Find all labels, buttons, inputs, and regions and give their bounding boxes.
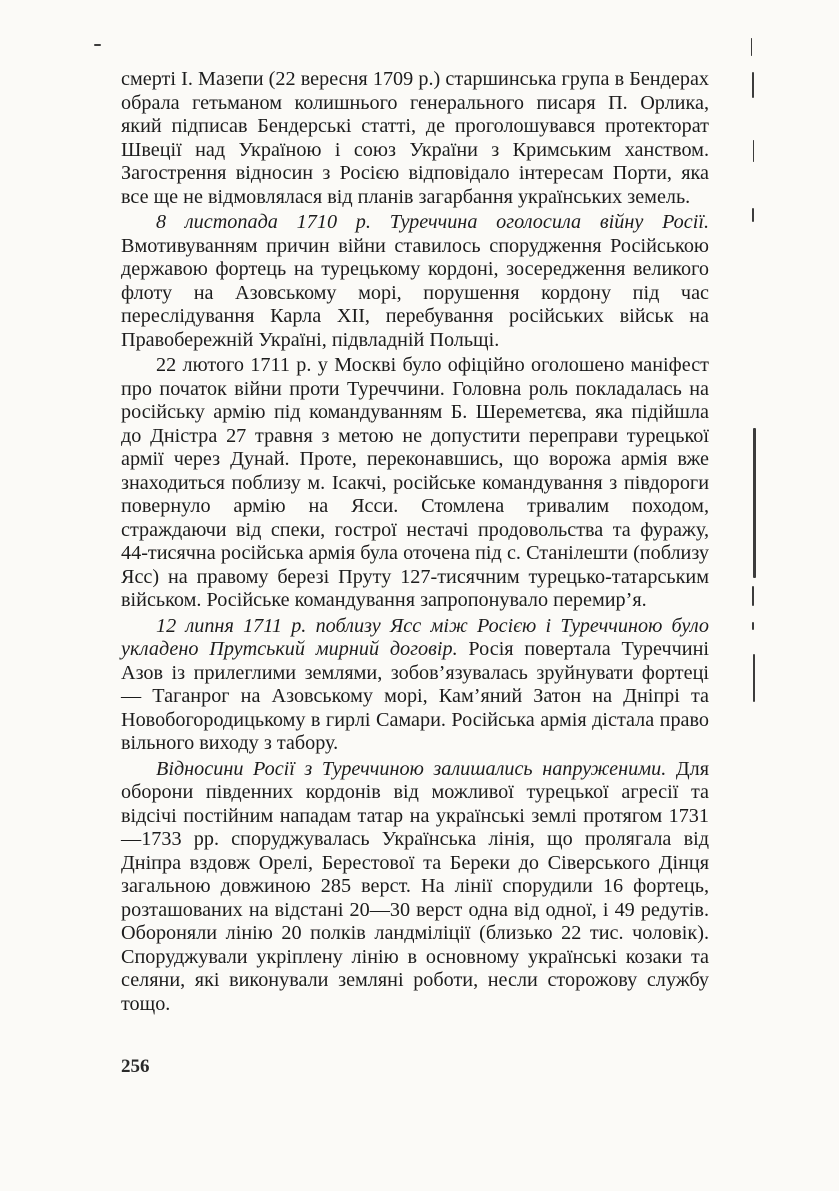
page-number: 256 xyxy=(121,1056,150,1077)
text-column xyxy=(121,68,709,1018)
paragraph-1-text: смерті І. Мазепи (22 вересня 1709 р.) старшинська група в Бендерах обрала гетьманом колишнього генерального писаря П. Орлика, який підписав Бендерські статті, де проголошувався протекторат Швеції над Україною і союз України з Кримським ханством. Загострення відносин з Росією відповідало інтересам Порти, яка все ще не відмовлялася від планів загарбання українських земель. xyxy=(121,68,709,208)
paragraph-2-lead: 8 листопада 1710 р. Туреччина оголосила війну Росії. xyxy=(156,211,709,233)
scan-speck xyxy=(753,654,755,702)
scan-speck xyxy=(751,38,752,56)
scan-speck xyxy=(752,586,754,606)
scan-speck xyxy=(752,208,754,222)
paragraph-5 xyxy=(121,758,709,1017)
paragraph-3-text: 22 лютого 1711 р. у Москві було офіційно оголошено маніфест про початок війни проти Туреччини. Головна роль покладалась на російську армію під командуванням Б. Шереметєва, яка підійшла до Дністра 27 травня з метою не допустити переправи турецької армії через Дунай. Проте, переконавшись, що ворожа армія вже знаходиться поблизу м. Ісакчі, російське командування з півдороги повернуло армію на Ясси. Стомлена тривалим походом, страждаючи від спеки, гострої нестачі продовольства та фуражу, 44-тисячна російська армія була оточена під с. Станілешти (поблизу Ясс) на правому березі Пруту 127-тисячним турецько-татарським військом. Російське командування запропонувало перемир’я. xyxy=(121,354,709,611)
paragraph-4 xyxy=(121,615,709,756)
scan-speck xyxy=(753,140,754,162)
scan-speck xyxy=(752,72,754,98)
paragraph-5-lead: Відносини Росії з Туреччиною залишались напруженими. xyxy=(156,757,667,780)
paragraph-5-text: Для оборони південних кордонів від можливої турецької агресії та відсічі постійним нападам татар на українські землі протягом 1731—1733 рр. споруджувалась Українська лінія, що пролягала від Дніпра вздовж Орелі, Берестової та Береки до Сіверського Дінця загальною довжиною 285 верст. На лінії спорудили 16 фортець, розташованих на відстані 20—30 верст одна від одної, і 49 редутів. Обороняли лінію 20 полків ландміліції (близько 22 тис. чоловік). Споруджували укріплену лінію в основному українські козаки та селяни, які виконували земляні роботи, несли сторожову службу тощо. xyxy=(121,757,709,1015)
paragraph-2 xyxy=(121,211,709,352)
paragraph-1 xyxy=(121,68,709,209)
paragraph-3 xyxy=(121,354,709,613)
paragraph-2-text: Вмотивуванням причин війни ставилось спорудження Російською державою фортець на турецькому кордоні, зосередження великого флоту на Азовському морі, порушення кордону під час переслідування Карла XII, перебування російських військ на Правобережній Україні, підвладній Польщі. xyxy=(121,234,709,351)
scan-speck xyxy=(752,622,754,630)
paragraph-4-text: Росія повертала Туреччині Азов із прилеглими землями, зобов’язувалась зруйнувати фортеці — Таганрог на Азовському морі, Кам’яний Затон на Дніпрі та Новобогородицькому в гирлі Самари. Російська армія дістала право вільного виходу з табору. xyxy=(121,638,709,754)
scan-speck xyxy=(753,428,756,578)
scan-speck xyxy=(94,44,101,46)
paragraph-4-lead: 12 липня 1711 р. поблизу Ясс між Росією і Туреччиною було укладено Прутський мирний договір. xyxy=(121,614,709,660)
